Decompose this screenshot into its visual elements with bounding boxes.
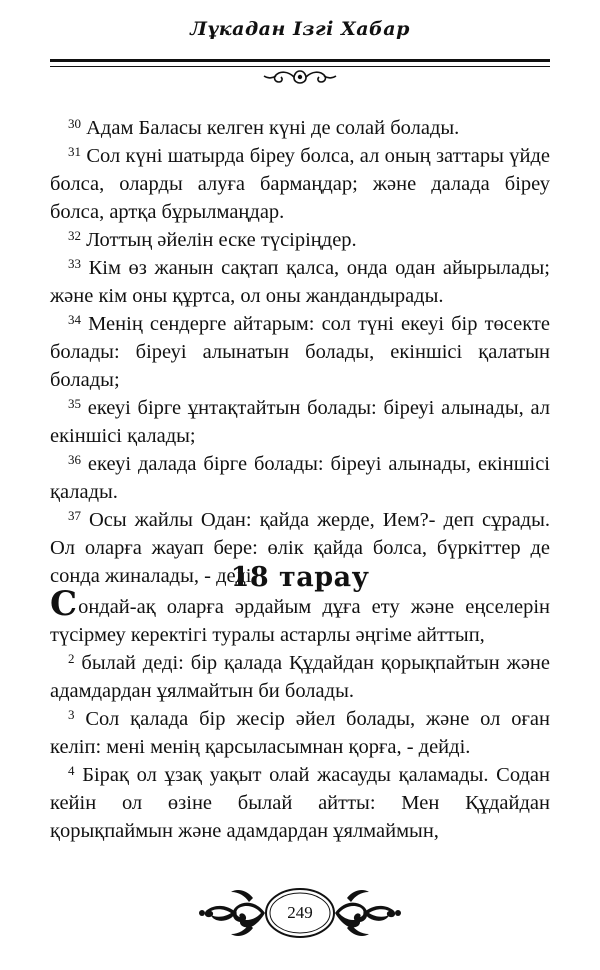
verse-text: Лоттың әйелін еске түсіріңдер. (81, 229, 357, 251)
verse-text: екеуі бірге ұнтақтайтын болады: біреуі алынады, ал екіншісі қалады; (50, 397, 550, 447)
verse-number: 4 (68, 763, 75, 778)
verses-block (50, 114, 550, 590)
verse-number: 33 (68, 256, 81, 271)
verse-number: 31 (68, 144, 81, 159)
verse-text: ондай-ақ оларға әрдайым дұға ету және еңселерін түсірмеу керектігі туралы астарлы әңгіме айттып, (50, 596, 550, 646)
verse-number: 30 (68, 116, 81, 131)
verse-number: 3 (68, 707, 75, 722)
verse-32 (50, 226, 550, 254)
verse-text: Кім өз жанын сақтап қалса, онда одан айырылады; және кім оны құртса, ол оны жандандырады. (50, 257, 550, 307)
verse-text: Сол күні шатырда біреу болса, ал оның заттары үйде болса, оларды алуға бармаңдар; және далада біреу болса, артқа бұрылмаңдар. (50, 145, 550, 223)
verse-text: екеуі далада бірге болады: біреуі алынады, екіншісі қалады. (50, 453, 550, 503)
verse-30 (50, 114, 550, 142)
page-number: 249 (287, 903, 313, 922)
verse-2 (50, 649, 550, 705)
verse-4 (50, 761, 550, 845)
verse-3 (50, 705, 550, 761)
verse-number: 37 (68, 508, 81, 523)
verse-number: 2 (68, 651, 75, 666)
verse-31 (50, 142, 550, 226)
verse-36 (50, 450, 550, 506)
chapter-title: 18 тарау (230, 562, 370, 593)
verse-text: былай деді: бір қалада Құдайдан қорықпайтын және адамдардан ұялмайтын би болады. (50, 652, 550, 702)
verse-text: Осы жайлы Одан: қайда жерде, Ием?- деп сұрады. Ол оларға жауап бере: өлік қайда болса, бүркіттер де сонда жиналады, - деді. (50, 509, 550, 587)
verse-text: Бірақ ол ұзақ уақыт олай жасауды қаламады. Содан кейін ол өзіне былай айтты: Мен Құдайдан қорықпаймын және адамдардан ұялмаймын, (50, 764, 550, 842)
verse-text: Менің сендерге айтарым: сол түні екеуі бір төсекте болады: біреуі алынатын болады, екіншісі қалатын болады; (50, 313, 550, 391)
verse-text: Адам Баласы келген күні де солай болады. (81, 117, 460, 139)
verse-34 (50, 310, 550, 394)
chapter-verses-block (50, 584, 550, 845)
verse-35 (50, 394, 550, 450)
verse-33 (50, 254, 550, 310)
verse-number: 36 (68, 452, 81, 467)
verse-text: Сол қалада бір жесір әйел болады, және ол оған келіп: мені менің қарсыласымнан қорға, - дейді. (50, 708, 550, 758)
verse-number: 35 (68, 396, 81, 411)
verse-number: 32 (68, 228, 81, 243)
header-rule-thick (50, 59, 550, 62)
verse-number: 34 (68, 312, 81, 327)
drop-cap: С (50, 584, 78, 624)
header-ornament-icon (262, 67, 338, 87)
verse-1 (50, 584, 550, 649)
running-header: Лұкадан Ізгі Хабар (190, 18, 410, 40)
